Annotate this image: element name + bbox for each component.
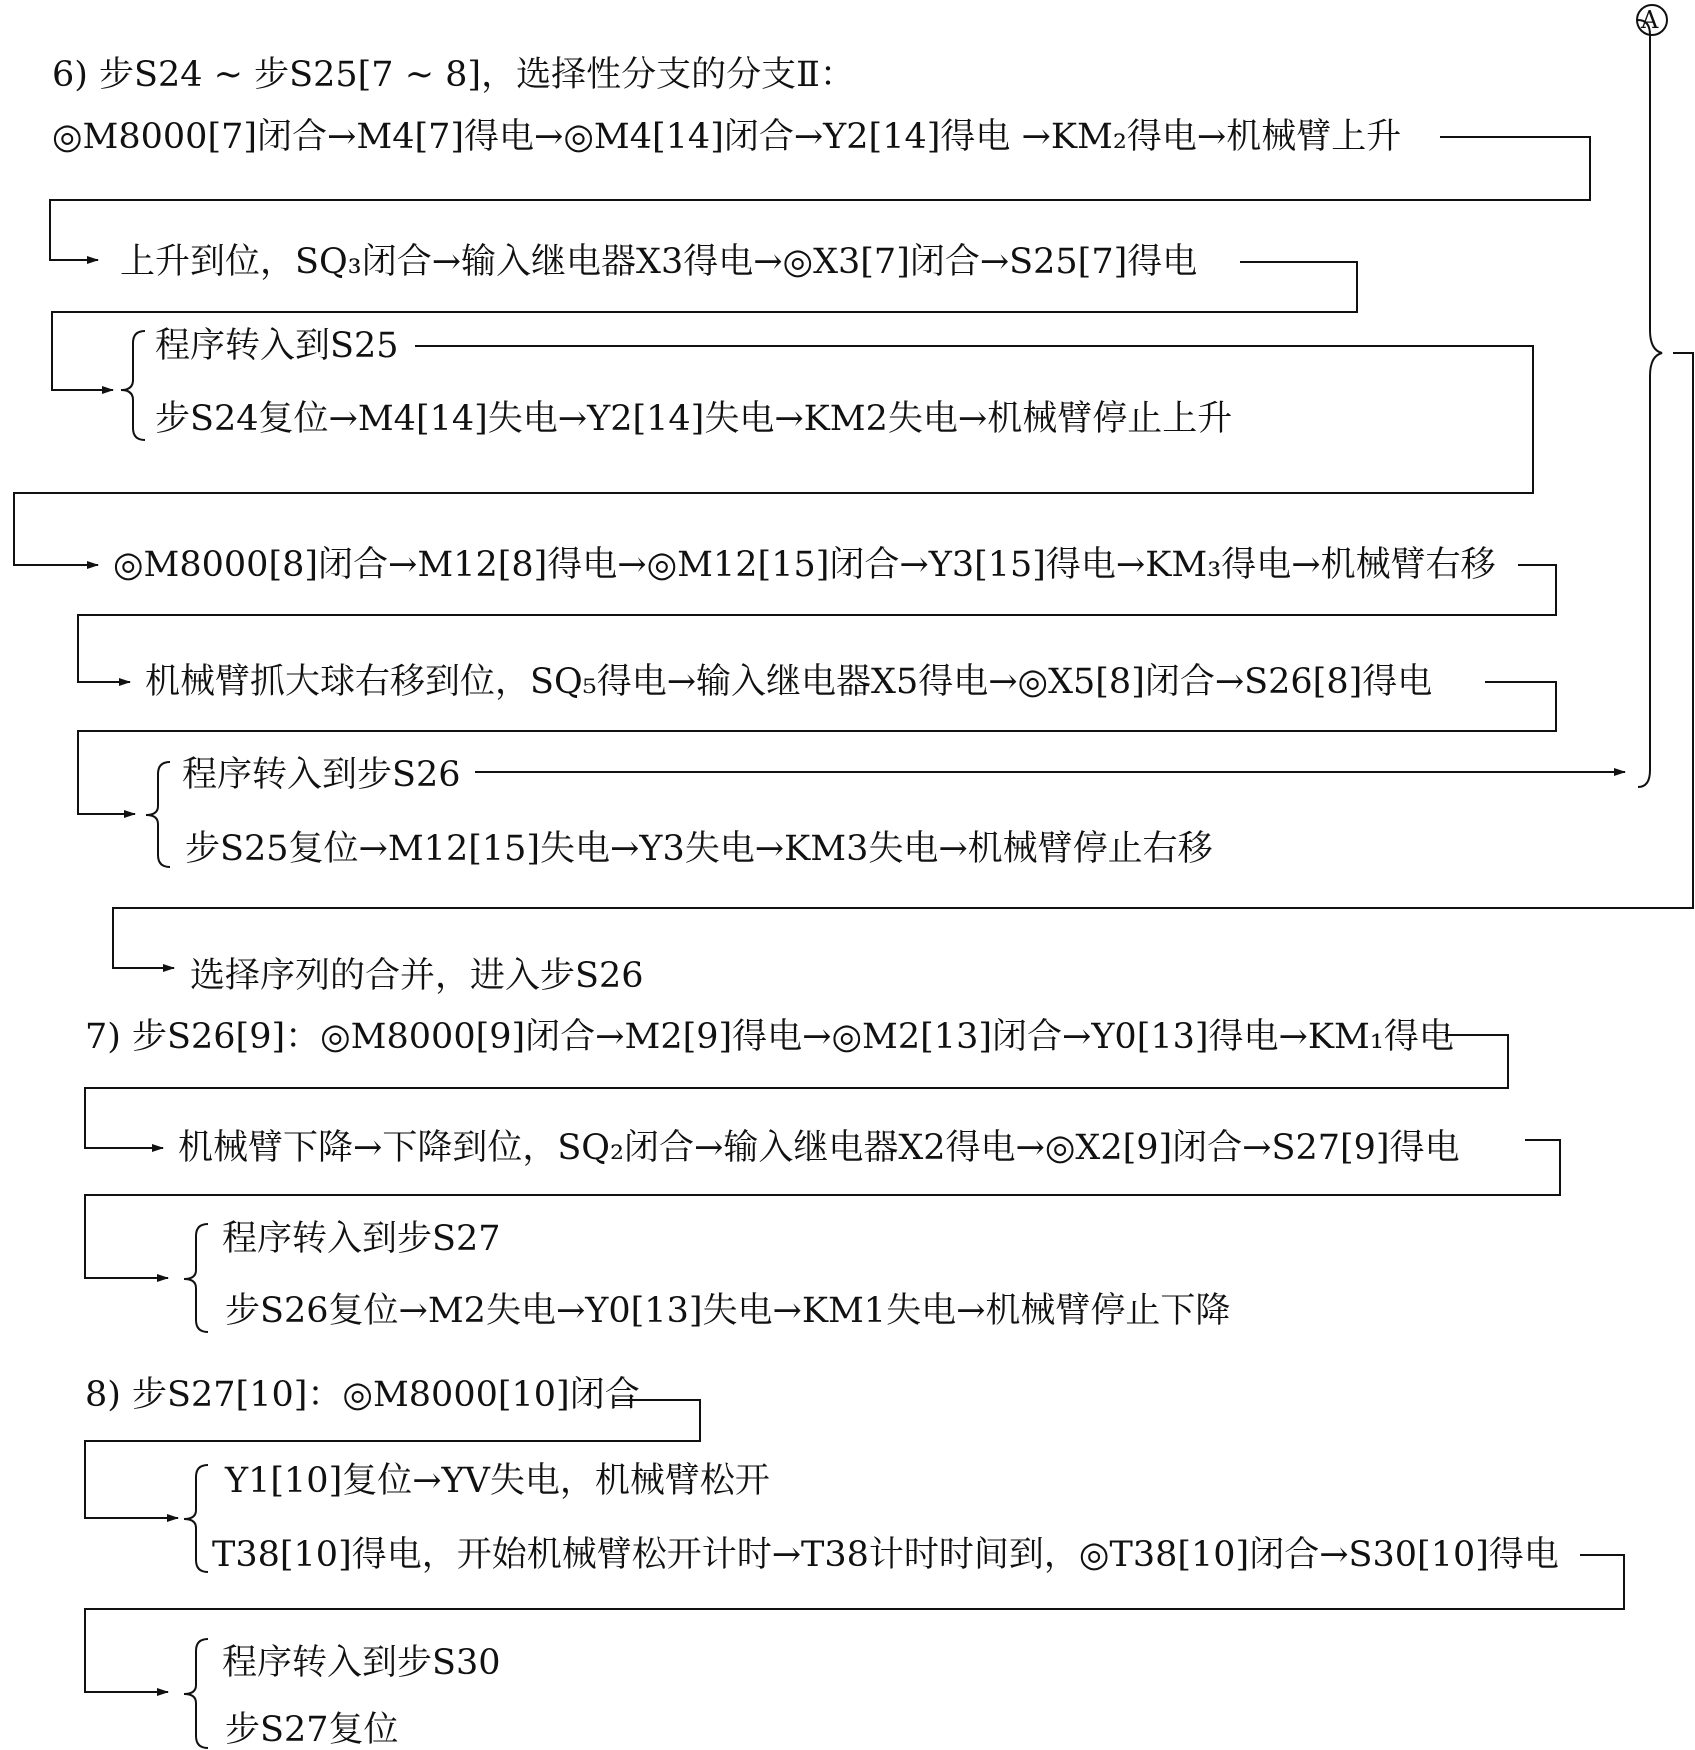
step8-brace-bottom: T38[10]得电，开始机械臂松开计时→T38计时时间到，◎T38[10]闭合→S30[10]得电 [212,1535,1559,1575]
step6-brace1-top: 程序转入到S25 [155,326,399,366]
brace-1 [121,331,145,440]
brace-3 [184,1224,208,1332]
step6-line-2: 上升到位，SQ₃闭合→输入继电器X3得电→◎X3[7]闭合→S25[7]得电 [120,242,1198,282]
step6-line-4: 机械臂抓大球右移到位，SQ₅得电→输入继电器X5得电→◎X5[8]闭合→S26[8]得电 [145,662,1433,702]
step7-heading: 7) 步S26[9]：◎M8000[9]闭合→M2[9]得电→◎M2[13]闭合→Y0[13]得电→KM₁得电 [85,1017,1454,1057]
step6-line-3: ◎M8000[8]闭合→M12[8]得电→◎M12[15]闭合→Y3[15]得电→KM₃得电→机械臂右移 [113,545,1496,585]
step6-brace2-bottom: 步S25复位→M12[15]失电→Y3失电→KM3失电→机械臂停止右移 [185,829,1213,869]
connector-3 [14,346,1533,565]
step7-brace-bottom: 步S26复位→M2失电→Y0[13]失电→KM1失电→机械臂停止下降 [225,1291,1231,1331]
connector-6 [113,353,1693,968]
brace-right [1638,20,1662,787]
step8-brace2-bottom: 步S27复位 [225,1710,399,1750]
step6-heading: 6) 步S24 ~ 步S25[7 ~ 8]，选择性分支的分支Ⅱ： [52,55,855,95]
step8-brace-top: Y1[10]复位→YV失电，机械臂松开 [225,1461,770,1501]
brace-2 [146,762,170,867]
merge-line: 选择序列的合并，进入步S26 [190,956,644,996]
step6-brace2-top: 程序转入到步S26 [182,755,461,795]
marker-label: A [1641,6,1659,34]
step8-brace2-top: 程序转入到步S30 [222,1643,501,1683]
step7-brace-top: 程序转入到步S27 [222,1219,501,1259]
step7-line-1: 机械臂下降→下降到位，SQ₂闭合→输入继电器X2得电→◎X2[9]闭合→S27[9]得电 [178,1128,1460,1168]
step6-line-1: ◎M8000[7]闭合→M4[7]得电→◎M4[14]闭合→Y2[14]得电 →KM₂得电→机械臂上升 [52,117,1402,157]
brace-5 [184,1639,208,1748]
step8-heading: 8) 步S27[10]：◎M8000[10]闭合 [85,1375,640,1415]
brace-4 [184,1465,208,1572]
step6-brace1-bottom: 步S24复位→M4[14]失电→Y2[14]失电→KM2失电→机械臂停止上升 [155,399,1233,439]
